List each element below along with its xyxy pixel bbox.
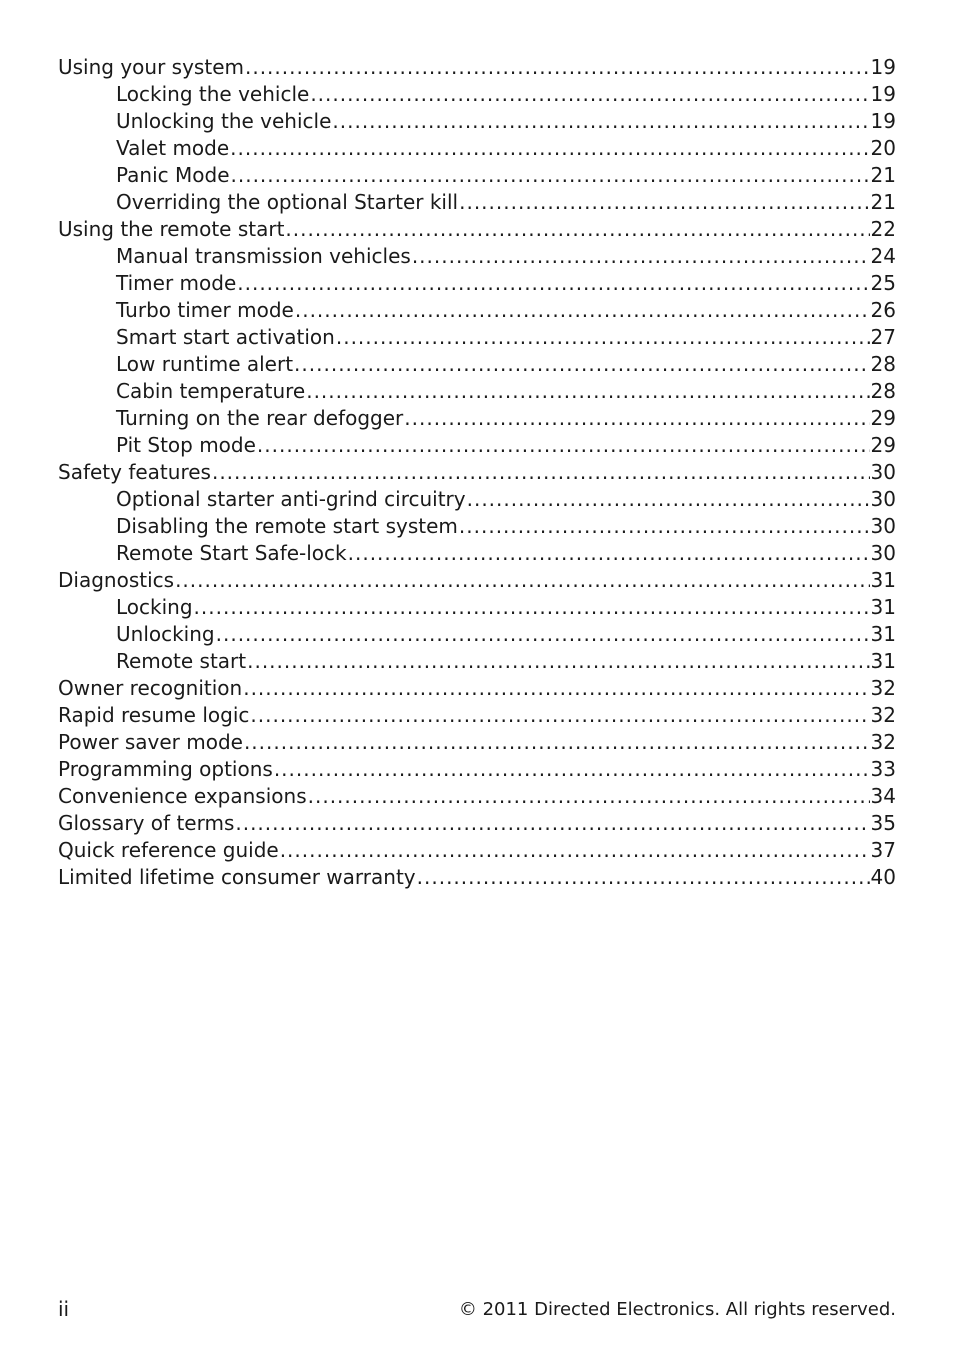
dot-leader [412, 243, 870, 270]
toc-entry[interactable] [58, 270, 896, 297]
toc-entry-page: 25 [870, 271, 896, 295]
dot-leader [332, 108, 869, 135]
dot-leader [250, 702, 869, 729]
toc-entry[interactable] [58, 675, 896, 702]
toc-entry-page: 21 [870, 190, 896, 214]
toc-entry-page: 26 [870, 298, 896, 322]
dot-leader [175, 567, 869, 594]
toc-entry-title: Optional starter anti-grind circuitry [116, 487, 466, 511]
toc-entry-title: Low runtime alert [116, 352, 294, 376]
toc-entry-title: Turbo timer mode [116, 298, 294, 322]
toc-entry[interactable] [58, 54, 896, 81]
toc-entry-title: Programming options [58, 757, 273, 781]
dot-leader [348, 540, 870, 567]
page-number: ii [58, 1297, 70, 1321]
toc-entry-title: Cabin temperature [116, 379, 306, 403]
toc-entry[interactable] [58, 405, 896, 432]
toc-entry-page: 22 [870, 217, 896, 241]
toc-entry-page: 24 [870, 244, 896, 268]
toc-entry-title: Using your system [58, 55, 244, 79]
dot-leader [295, 297, 870, 324]
toc-entry-page: 37 [870, 838, 896, 862]
dot-leader [257, 432, 870, 459]
toc-entry-page: 34 [870, 784, 896, 808]
toc-entry-page: 31 [870, 622, 896, 646]
toc-entry-page: 31 [870, 568, 896, 592]
toc-entry-title: Glossary of terms [58, 811, 235, 835]
toc-entry-page: 32 [870, 730, 896, 754]
toc-entry-page: 21 [870, 163, 896, 187]
toc-entry[interactable] [58, 135, 896, 162]
toc-entry-page: 19 [870, 55, 896, 79]
toc-entry[interactable] [58, 567, 896, 594]
toc-entry[interactable] [58, 810, 896, 837]
dot-leader [280, 837, 870, 864]
toc-entry-title: Pit Stop mode [116, 433, 256, 457]
dot-leader [404, 405, 869, 432]
toc-entry-page: 30 [870, 460, 896, 484]
dot-leader [274, 756, 870, 783]
dot-leader [459, 513, 870, 540]
toc-entry-title: Disabling the remote start system [116, 514, 458, 538]
dot-leader [212, 459, 870, 486]
toc-entry[interactable] [58, 108, 896, 135]
toc-entry[interactable] [58, 486, 896, 513]
dot-leader [245, 54, 870, 81]
toc-entry[interactable] [58, 729, 896, 756]
toc-entry[interactable] [58, 837, 896, 864]
toc-entry[interactable] [58, 756, 896, 783]
toc-entry-title: Turning on the rear defogger [116, 406, 404, 430]
toc-entry[interactable] [58, 459, 896, 486]
toc-entry[interactable] [58, 513, 896, 540]
dot-leader [231, 162, 870, 189]
toc-entry-page: 30 [870, 514, 896, 538]
toc-entry[interactable] [58, 621, 896, 648]
toc-entry[interactable] [58, 702, 896, 729]
toc-entry[interactable] [58, 648, 896, 675]
toc-entry-page: 29 [870, 433, 896, 457]
toc-entry[interactable] [58, 540, 896, 567]
toc-entry-page: 40 [870, 865, 896, 889]
toc-entry-page: 27 [870, 325, 896, 349]
toc-entry-title: Smart start activation [116, 325, 335, 349]
dot-leader [285, 216, 869, 243]
dot-leader [294, 351, 870, 378]
toc-entry[interactable] [58, 864, 896, 891]
dot-leader [310, 81, 869, 108]
toc-entry-page: 32 [870, 676, 896, 700]
toc-entry-page: 33 [870, 757, 896, 781]
dot-leader [194, 594, 870, 621]
toc-entry[interactable] [58, 162, 896, 189]
toc-entry-page: 20 [870, 136, 896, 160]
toc-entry[interactable] [58, 324, 896, 351]
toc-entry-title: Rapid resume logic [58, 703, 250, 727]
toc-entry-page: 19 [870, 82, 896, 106]
toc-entry-title: Locking the vehicle [116, 82, 310, 106]
toc-entry-title: Locking [116, 595, 193, 619]
toc-entry[interactable] [58, 216, 896, 243]
toc-entry-title: Diagnostics [58, 568, 175, 592]
toc-entry-page: 28 [870, 352, 896, 376]
toc-entry-title: Safety features [58, 460, 211, 484]
toc-entry-title: Owner recognition [58, 676, 243, 700]
toc-entry-page: 35 [870, 811, 896, 835]
dot-leader [308, 783, 870, 810]
toc-entry-page: 31 [870, 649, 896, 673]
dot-leader [417, 864, 870, 891]
toc-entry-page: 31 [870, 595, 896, 619]
toc-entry-title: Quick reference guide [58, 838, 279, 862]
dot-leader [243, 675, 869, 702]
toc-entry[interactable] [58, 189, 896, 216]
toc-entry-page: 29 [870, 406, 896, 430]
toc-entry[interactable] [58, 432, 896, 459]
toc-entry-page: 28 [870, 379, 896, 403]
dot-leader [230, 135, 869, 162]
toc-entry-title: Panic Mode [116, 163, 230, 187]
dot-leader [247, 648, 869, 675]
dot-leader [336, 324, 870, 351]
table-of-contents [58, 54, 896, 891]
toc-entry-page: 30 [870, 487, 896, 511]
toc-entry-title: Timer mode [116, 271, 237, 295]
toc-entry-title: Convenience expansions [58, 784, 307, 808]
toc-entry-page: 30 [870, 541, 896, 565]
dot-leader [237, 270, 869, 297]
toc-entry-title: Unlocking [116, 622, 215, 646]
toc-entry[interactable] [58, 351, 896, 378]
toc-entry-title: Manual transmission vehicles [116, 244, 411, 268]
toc-entry[interactable] [58, 378, 896, 405]
toc-entry[interactable] [58, 243, 896, 270]
dot-leader [216, 621, 870, 648]
dot-leader [467, 486, 870, 513]
dot-leader [244, 729, 870, 756]
toc-entry-title: Remote start [116, 649, 247, 673]
toc-entry-page: 32 [870, 703, 896, 727]
dot-leader [459, 189, 869, 216]
dot-leader [235, 810, 869, 837]
toc-entry-title: Power saver mode [58, 730, 243, 754]
copyright-notice: © 2011 Directed Electronics. All rights reserved. [458, 1299, 896, 1320]
toc-entry[interactable] [58, 297, 896, 324]
toc-entry-page: 19 [870, 109, 896, 133]
toc-entry[interactable] [58, 81, 896, 108]
toc-entry[interactable] [58, 594, 896, 621]
toc-entry-title: Remote Start Safe-lock [116, 541, 347, 565]
toc-entry-title: Limited lifetime consumer warranty [58, 865, 416, 889]
toc-entry-title: Valet mode [116, 136, 230, 160]
toc-entry-title: Unlocking the vehicle [116, 109, 332, 133]
dot-leader [306, 378, 869, 405]
toc-entry[interactable] [58, 783, 896, 810]
toc-entry-title: Using the remote start [58, 217, 285, 241]
toc-entry-title: Overriding the optional Starter kill [116, 190, 459, 214]
